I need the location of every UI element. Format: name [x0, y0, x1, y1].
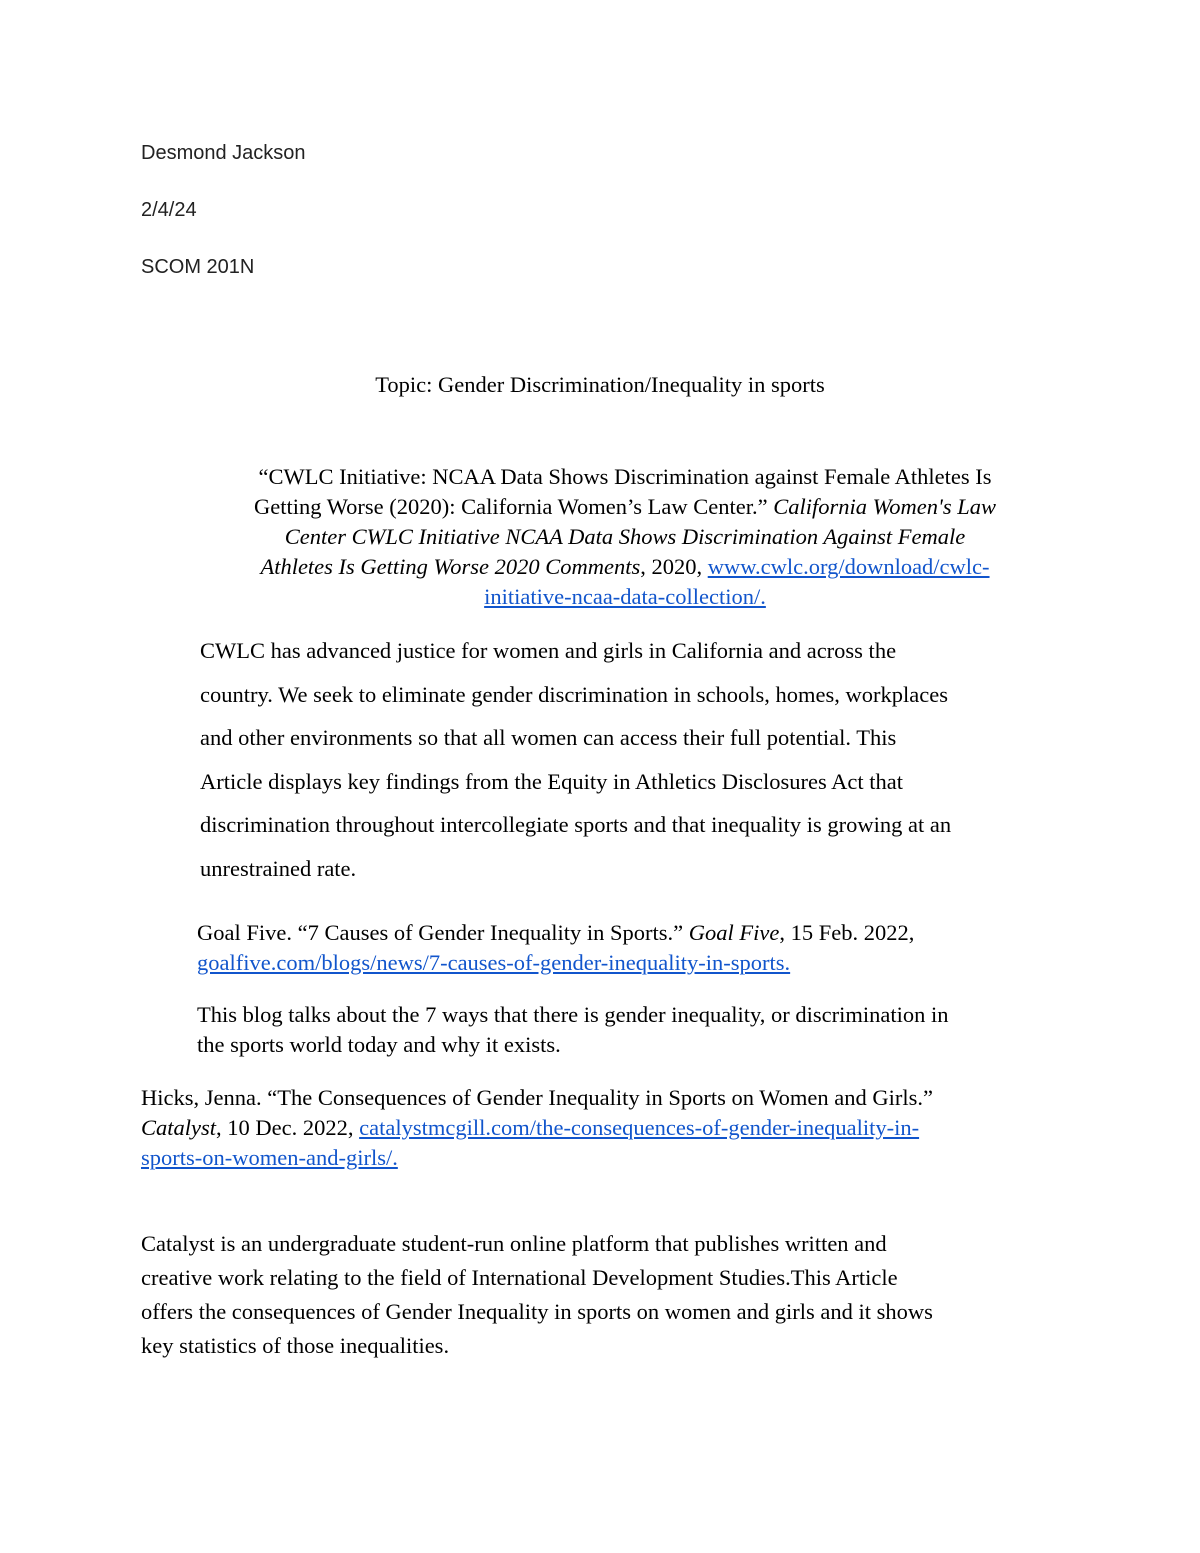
course-code: SCOM 201N	[141, 256, 255, 278]
citation-catalyst-date: , 10 Dec. 2022,	[216, 1115, 360, 1140]
citation-goalfive-author-title: Goal Five. “7 Causes of Gender Inequality in Sports.”	[197, 920, 689, 945]
annotation-cwlc-line: and other environments so that all women can access their full potential. This	[200, 725, 897, 751]
citation-catalyst-url-link-part2[interactable]: sports-on-women-and-girls/.	[141, 1145, 398, 1170]
citation-catalyst-author-title: Hicks, Jenna. “The Consequences of Gender Inequality in Sports on Women and Girls.”	[141, 1085, 933, 1110]
citation-goalfive	[197, 918, 1067, 978]
annotation-goalfive-line: the sports world today and why it exists.	[197, 1032, 561, 1057]
citation-cwlc-title-line1: “CWLC Initiative: NCAA Data Shows Discrimination against Female Athletes Is	[258, 464, 992, 489]
citation-cwlc-container-line2: California Women's Law	[773, 494, 996, 519]
annotation-catalyst-line: key statistics of those inequalities.	[141, 1333, 450, 1358]
citation-catalyst-line3	[141, 1143, 1041, 1173]
author-name: Desmond Jackson	[141, 142, 306, 164]
citation-cwlc-year: , 2020,	[640, 554, 708, 579]
citation-cwlc-container-line4: Athletes Is Getting Worse 2020 Comments	[260, 554, 641, 579]
citation-catalyst-line2	[141, 1113, 1041, 1143]
citation-catalyst-url-link-part1[interactable]: catalystmcgill.com/the-consequences-of-gender-inequality-in-	[359, 1115, 920, 1140]
citation-cwlc-url-link-part2[interactable]: initiative-ncaa-data-collection/.	[484, 584, 766, 609]
citation-cwlc	[190, 462, 1060, 612]
citation-cwlc-title-line2: Getting Worse (2020): California Women’s Law Center.”	[254, 494, 768, 519]
annotation-catalyst-line: creative work relating to the field of International Development Studies.This Article	[141, 1265, 898, 1290]
citation-cwlc-line2	[190, 492, 1060, 522]
citation-catalyst	[141, 1083, 1041, 1173]
annotation-cwlc-line: unrestrained rate.	[200, 855, 357, 881]
annotation-cwlc-line: discrimination throughout intercollegiate sports and that inequality is growing at an	[200, 812, 952, 838]
annotation-cwlc-line: country. We seek to eliminate gender discrimination in schools, homes, workplaces	[200, 681, 949, 707]
annotation-cwlc-line: Article displays key findings from the Equity in Athletics Disclosures Act that	[200, 768, 904, 794]
annotation-catalyst-line: offers the consequences of Gender Inequality in sports on women and girls and it shows	[141, 1299, 933, 1324]
topic-heading: Topic: Gender Discrimination/Inequality in sports	[375, 372, 825, 397]
citation-goalfive-url-link[interactable]: goalfive.com/blogs/news/7-causes-of-gender-inequality-in-sports.	[197, 950, 791, 975]
citation-cwlc-url-link-part1[interactable]: www.cwlc.org/download/cwlc-	[707, 554, 990, 579]
citation-catalyst-container: Catalyst	[141, 1115, 217, 1140]
citation-cwlc-line5	[190, 582, 1060, 612]
annotation-goalfive	[197, 1000, 1067, 1060]
citation-goalfive-line1	[197, 918, 1067, 948]
citation-cwlc-container-line3: Center CWLC Initiative NCAA Data Shows Discrimination Against Female	[284, 524, 966, 549]
citation-goalfive-date: , 15 Feb. 2022,	[779, 920, 915, 945]
annotation-catalyst-line: Catalyst is an undergraduate student-run online platform that publishes written and	[141, 1231, 887, 1256]
annotation-cwlc-line: CWLC has advanced justice for women and girls in California and across the	[200, 638, 897, 663]
annotation-goalfive-line: This blog talks about the 7 ways that there is gender inequality, or discrimination in	[197, 1002, 949, 1027]
annotation-catalyst	[141, 1227, 1051, 1363]
citation-goalfive-container: Goal Five	[688, 920, 780, 945]
citation-cwlc-line4	[190, 552, 1060, 582]
citation-goalfive-line2	[197, 948, 1067, 978]
document-date: 2/4/24	[141, 199, 197, 221]
annotation-cwlc	[200, 629, 1070, 891]
